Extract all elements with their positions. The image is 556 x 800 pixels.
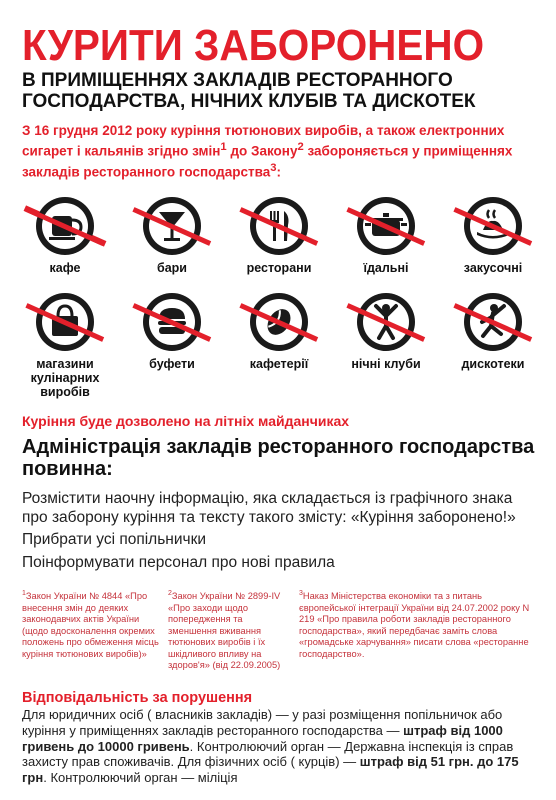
footnote-1: $^1$Закон України № 4844 «Про внесення змін до деяких законодавчих актів України (щодо вдосконалення окремих положень про обмеження місць куріння тютюнових виробів)» <box>22 590 159 659</box>
burger-icon <box>126 288 218 354</box>
summer-terrace-note: Куріння буде дозволено на літніх майданчиках <box>22 413 350 429</box>
icon-row-1 <box>12 192 546 275</box>
venue-buffet <box>119 288 225 399</box>
pot-icon <box>340 192 432 258</box>
icon-label: дискотеки <box>461 357 525 371</box>
icon-label: бари <box>157 261 187 275</box>
icon-label: ресторани <box>246 261 312 275</box>
venue-restaurant <box>226 192 332 275</box>
responsibility-text: Для юридичних осіб ( власників закладів) — у разі розміщення попільничок або куріння у приміщеннях закладів ресторанного господарства — штраф від 1000 гривень до 10000 гривень. Контролюючий орган — Державна інспекція із справ захисту прав споживачів. Для фізичних осіб ( курців) — штраф від 51 грн. до 175 грн. Контролюючий орган — міліція <box>22 707 519 786</box>
footnote-2: $^2$Закон України № 2899-IV «Про заходи щодо попередження та зменшення вживання тютюнових виробів і їх шкідливого впливу на здоров'я» (від 22.09.2005) <box>168 590 281 671</box>
venue-snack-bar <box>440 192 546 275</box>
icon-label: закусочні <box>463 261 523 275</box>
admin-duties-title: Адміністрація закладів ресторанного господарства повинна: <box>22 436 535 480</box>
shopping-bag-icon <box>19 288 111 354</box>
icon-row-2 <box>12 288 546 399</box>
page-title: КУРИТИ ЗАБОРОНЕНО <box>22 21 485 70</box>
duty-item: Прибрати усі попільнички <box>22 531 207 548</box>
dancer-icon <box>340 288 432 354</box>
responsibility-title: Відповідальність за порушення <box>22 690 253 706</box>
venue-canteen <box>333 192 439 275</box>
venue-night-club <box>333 288 439 399</box>
fork-knife-icon <box>233 192 325 258</box>
icon-label: нічні клуби <box>351 357 421 371</box>
venue-culinary-shops <box>12 288 118 399</box>
icon-label: кафе <box>49 261 81 275</box>
page-subtitle: В ПРИМІЩЕННЯХ ЗАКЛАДІВ РЕСТОРАННОГО ГОСПОДАРСТВА, НІЧНИХ КЛУБІВ ТА ДИСКОТЕК <box>22 70 476 112</box>
intro-text: З 16 грудня 2012 року куріння тютюнових виробів, а також електронних сигарет і кальянів згідно змін$^1$ до Закону$^2$ забороняється у приміщеннях закладів ресторанного господарства$^3$: <box>22 123 513 179</box>
venue-cafe <box>12 192 118 275</box>
venue-bar <box>119 192 225 275</box>
icon-label: кафетерії <box>249 357 309 371</box>
footnote-3: $^3$Наказ Міністерства економіки та з питань європейської інтеграції України від 24.07.2002 року N 219 «Про правила роботи закладів ресторанного господарства», який передбачає заміть слова «громадське харчування» писати слова «ресторанне господарство». <box>299 590 530 659</box>
disco-dancer-icon <box>447 288 539 354</box>
no-smoking-icons <box>12 192 546 399</box>
hot-dish-icon <box>447 192 539 258</box>
venue-cafeteria <box>226 288 332 399</box>
coffee-bean-icon <box>233 288 325 354</box>
fine-individuals: штраф від 51 грн. до 175 грн <box>22 754 519 786</box>
icon-label: магазини кулінарних виробів <box>30 357 100 399</box>
venue-disco <box>440 288 546 399</box>
fine-legal-entities: штраф від 1000 гривень до 10000 гривень <box>22 722 503 754</box>
cup-icon <box>19 192 111 258</box>
cocktail-icon <box>126 192 218 258</box>
icon-label: їдальні <box>363 261 409 275</box>
icon-label: буфети <box>149 357 195 371</box>
duty-item: Розмістити наочну інформацію, яка складається із графічного знака про заборону куріння та тексту такого змісту: «Куріння заборонено!» <box>22 490 516 526</box>
duty-item: Поінформувати персонал про нові правила <box>22 554 335 571</box>
